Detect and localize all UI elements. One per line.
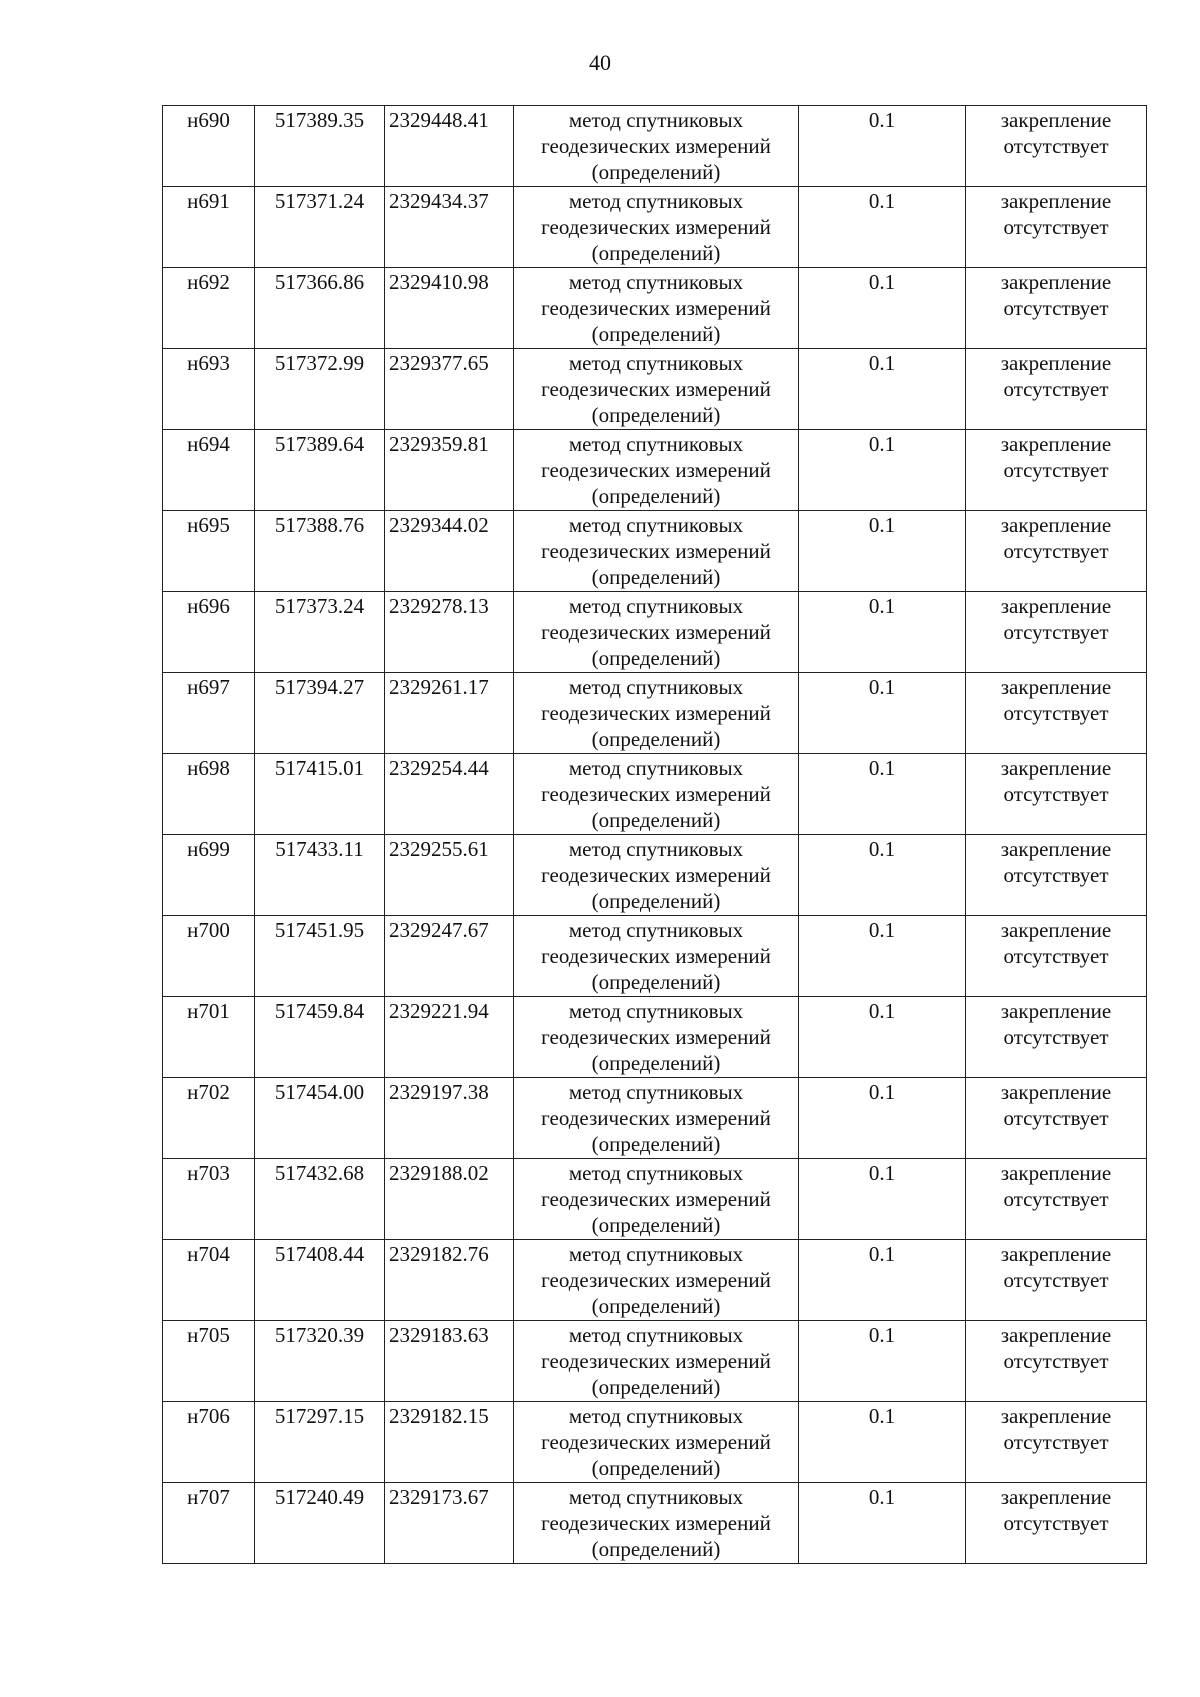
point-cell: н707	[163, 1483, 255, 1564]
method-line: метод спутниковых	[568, 1242, 744, 1266]
x-coordinate-cell: 517297.15	[255, 1402, 385, 1483]
method-line: (определений)	[591, 565, 721, 589]
fixing-cell	[966, 1402, 1147, 1483]
fixing-line: отсутствует	[1003, 1106, 1109, 1130]
table-row	[163, 268, 1147, 349]
method-line: метод спутниковых	[568, 1080, 744, 1104]
fixing-line: закрепление	[1000, 1404, 1112, 1428]
x-coordinate-cell: 517320.39	[255, 1321, 385, 1402]
fixing-line: закрепление	[1000, 918, 1112, 942]
x-coordinate-cell: 517454.00	[255, 1078, 385, 1159]
fixing-line: закрепление	[1000, 432, 1112, 456]
fixing-cell	[966, 1078, 1147, 1159]
fixing-cell	[966, 592, 1147, 673]
fixing-cell	[966, 1483, 1147, 1564]
y-coordinate-cell: 2329434.37	[385, 187, 514, 268]
x-coordinate-cell: 517373.24	[255, 592, 385, 673]
accuracy-cell: 0.1	[799, 916, 966, 997]
x-coordinate-cell: 517389.64	[255, 430, 385, 511]
fixing-line: закрепление	[1000, 270, 1112, 294]
point-cell: н706	[163, 1402, 255, 1483]
method-cell	[514, 1240, 799, 1321]
coordinates-table	[162, 105, 1147, 1564]
fixing-line: закрепление	[1000, 999, 1112, 1023]
y-coordinate-cell: 2329377.65	[385, 349, 514, 430]
table-row	[163, 1240, 1147, 1321]
method-cell	[514, 1402, 799, 1483]
method-line: геодезических измерений	[541, 215, 771, 239]
method-line: (определений)	[591, 322, 721, 346]
fixing-cell	[966, 106, 1147, 187]
method-line: метод спутниковых	[568, 594, 744, 618]
point-cell: н702	[163, 1078, 255, 1159]
coordinates-table-body	[163, 106, 1147, 1564]
fixing-line: закрепление	[1000, 756, 1112, 780]
method-cell	[514, 754, 799, 835]
accuracy-cell: 0.1	[799, 1321, 966, 1402]
fixing-line: отсутствует	[1003, 1511, 1109, 1535]
x-coordinate-cell: 517432.68	[255, 1159, 385, 1240]
method-line: (определений)	[591, 808, 721, 832]
method-line: (определений)	[591, 727, 721, 751]
accuracy-cell: 0.1	[799, 106, 966, 187]
x-coordinate-cell: 517433.11	[255, 835, 385, 916]
fixing-line: отсутствует	[1003, 296, 1109, 320]
fixing-line: отсутствует	[1003, 1025, 1109, 1049]
x-coordinate-cell: 517366.86	[255, 268, 385, 349]
table-row	[163, 916, 1147, 997]
method-line: (определений)	[591, 1537, 721, 1561]
method-line: метод спутниковых	[568, 837, 744, 861]
method-cell	[514, 268, 799, 349]
fixing-cell	[966, 1240, 1147, 1321]
method-line: геодезических измерений	[541, 377, 771, 401]
y-coordinate-cell: 2329247.67	[385, 916, 514, 997]
point-cell: н691	[163, 187, 255, 268]
y-coordinate-cell: 2329182.76	[385, 1240, 514, 1321]
method-cell	[514, 835, 799, 916]
table-row	[163, 1078, 1147, 1159]
accuracy-cell: 0.1	[799, 187, 966, 268]
method-line: (определений)	[591, 1375, 721, 1399]
accuracy-cell: 0.1	[799, 1078, 966, 1159]
fixing-line: закрепление	[1000, 1485, 1112, 1509]
y-coordinate-cell: 2329359.81	[385, 430, 514, 511]
fixing-cell	[966, 430, 1147, 511]
method-line: (определений)	[591, 1051, 721, 1075]
y-coordinate-cell: 2329197.38	[385, 1078, 514, 1159]
method-line: метод спутниковых	[568, 1323, 744, 1347]
fixing-cell	[966, 511, 1147, 592]
accuracy-cell: 0.1	[799, 511, 966, 592]
table-row	[163, 511, 1147, 592]
x-coordinate-cell: 517372.99	[255, 349, 385, 430]
method-line: (определений)	[591, 970, 721, 994]
method-cell	[514, 1078, 799, 1159]
method-line: метод спутниковых	[568, 108, 744, 132]
table-row	[163, 187, 1147, 268]
y-coordinate-cell: 2329254.44	[385, 754, 514, 835]
method-cell	[514, 430, 799, 511]
fixing-line: отсутствует	[1003, 215, 1109, 239]
table-row	[163, 754, 1147, 835]
method-line: (определений)	[591, 241, 721, 265]
fixing-cell	[966, 268, 1147, 349]
x-coordinate-cell: 517459.84	[255, 997, 385, 1078]
fixing-line: отсутствует	[1003, 458, 1109, 482]
x-coordinate-cell: 517451.95	[255, 916, 385, 997]
accuracy-cell: 0.1	[799, 754, 966, 835]
fixing-line: отсутствует	[1003, 1430, 1109, 1454]
method-line: геодезических измерений	[541, 701, 771, 725]
point-cell: н690	[163, 106, 255, 187]
method-line: метод спутниковых	[568, 999, 744, 1023]
fixing-line: закрепление	[1000, 108, 1112, 132]
fixing-cell	[966, 835, 1147, 916]
table-row	[163, 1402, 1147, 1483]
accuracy-cell: 0.1	[799, 1402, 966, 1483]
fixing-line: отсутствует	[1003, 1268, 1109, 1292]
fixing-line: закрепление	[1000, 1161, 1112, 1185]
fixing-line: отсутствует	[1003, 863, 1109, 887]
accuracy-cell: 0.1	[799, 997, 966, 1078]
point-cell: н696	[163, 592, 255, 673]
method-cell	[514, 592, 799, 673]
fixing-line: отсутствует	[1003, 377, 1109, 401]
method-line: геодезических измерений	[541, 1106, 771, 1130]
method-line: (определений)	[591, 1213, 721, 1237]
point-cell: н697	[163, 673, 255, 754]
y-coordinate-cell: 2329344.02	[385, 511, 514, 592]
method-line: (определений)	[591, 1132, 721, 1156]
method-line: метод спутниковых	[568, 513, 744, 537]
method-line: геодезических измерений	[541, 1025, 771, 1049]
y-coordinate-cell: 2329410.98	[385, 268, 514, 349]
method-cell	[514, 106, 799, 187]
point-cell: н694	[163, 430, 255, 511]
method-line: метод спутниковых	[568, 1404, 744, 1428]
method-line: геодезических измерений	[541, 782, 771, 806]
fixing-line: закрепление	[1000, 675, 1112, 699]
point-cell: н703	[163, 1159, 255, 1240]
fixing-line: закрепление	[1000, 594, 1112, 618]
x-coordinate-cell: 517240.49	[255, 1483, 385, 1564]
method-line: (определений)	[591, 484, 721, 508]
point-cell: н704	[163, 1240, 255, 1321]
method-line: геодезических измерений	[541, 944, 771, 968]
fixing-line: закрепление	[1000, 837, 1112, 861]
fixing-line: отсутствует	[1003, 1349, 1109, 1373]
method-line: метод спутниковых	[568, 918, 744, 942]
method-line: геодезических измерений	[541, 1430, 771, 1454]
point-cell: н701	[163, 997, 255, 1078]
fixing-cell	[966, 673, 1147, 754]
method-line: (определений)	[591, 403, 721, 427]
fixing-line: отсутствует	[1003, 539, 1109, 563]
table-row	[163, 430, 1147, 511]
table-row	[163, 997, 1147, 1078]
accuracy-cell: 0.1	[799, 673, 966, 754]
table-row	[163, 1483, 1147, 1564]
x-coordinate-cell: 517371.24	[255, 187, 385, 268]
method-line: метод спутниковых	[568, 270, 744, 294]
y-coordinate-cell: 2329255.61	[385, 835, 514, 916]
accuracy-cell: 0.1	[799, 268, 966, 349]
x-coordinate-cell: 517394.27	[255, 673, 385, 754]
fixing-line: закрепление	[1000, 1242, 1112, 1266]
method-line: геодезических измерений	[541, 458, 771, 482]
y-coordinate-cell: 2329221.94	[385, 997, 514, 1078]
accuracy-cell: 0.1	[799, 1483, 966, 1564]
point-cell: н705	[163, 1321, 255, 1402]
point-cell: н692	[163, 268, 255, 349]
fixing-cell	[966, 1159, 1147, 1240]
y-coordinate-cell: 2329183.63	[385, 1321, 514, 1402]
y-coordinate-cell: 2329448.41	[385, 106, 514, 187]
method-cell	[514, 916, 799, 997]
method-line: метод спутниковых	[568, 675, 744, 699]
method-line: геодезических измерений	[541, 1268, 771, 1292]
accuracy-cell: 0.1	[799, 592, 966, 673]
table-row	[163, 592, 1147, 673]
point-cell: н699	[163, 835, 255, 916]
method-line: метод спутниковых	[568, 1161, 744, 1185]
method-cell	[514, 997, 799, 1078]
fixing-cell	[966, 1321, 1147, 1402]
accuracy-cell: 0.1	[799, 430, 966, 511]
method-line: геодезических измерений	[541, 1349, 771, 1373]
method-cell	[514, 511, 799, 592]
fixing-cell	[966, 916, 1147, 997]
fixing-line: отсутствует	[1003, 782, 1109, 806]
y-coordinate-cell: 2329261.17	[385, 673, 514, 754]
table-row	[163, 1159, 1147, 1240]
table-row	[163, 106, 1147, 187]
method-cell	[514, 349, 799, 430]
method-line: метод спутниковых	[568, 756, 744, 780]
method-line: метод спутниковых	[568, 432, 744, 456]
method-line: (определений)	[591, 889, 721, 913]
y-coordinate-cell: 2329278.13	[385, 592, 514, 673]
method-cell	[514, 187, 799, 268]
method-cell	[514, 673, 799, 754]
accuracy-cell: 0.1	[799, 1240, 966, 1321]
table-row	[163, 835, 1147, 916]
accuracy-cell: 0.1	[799, 835, 966, 916]
fixing-cell	[966, 997, 1147, 1078]
method-line: (определений)	[591, 1456, 721, 1480]
x-coordinate-cell: 517415.01	[255, 754, 385, 835]
point-cell: н693	[163, 349, 255, 430]
method-line: геодезических измерений	[541, 863, 771, 887]
y-coordinate-cell: 2329188.02	[385, 1159, 514, 1240]
fixing-cell	[966, 187, 1147, 268]
page-number: 40	[589, 50, 611, 75]
x-coordinate-cell: 517408.44	[255, 1240, 385, 1321]
method-line: геодезических измерений	[541, 1511, 771, 1535]
accuracy-cell: 0.1	[799, 349, 966, 430]
x-coordinate-cell: 517388.76	[255, 511, 385, 592]
method-line: (определений)	[591, 160, 721, 184]
method-cell	[514, 1159, 799, 1240]
method-cell	[514, 1483, 799, 1564]
method-line: геодезических измерений	[541, 1187, 771, 1211]
fixing-line: закрепление	[1000, 1080, 1112, 1104]
y-coordinate-cell: 2329173.67	[385, 1483, 514, 1564]
method-line: метод спутниковых	[568, 189, 744, 213]
table-row	[163, 349, 1147, 430]
fixing-cell	[966, 754, 1147, 835]
fixing-line: закрепление	[1000, 513, 1112, 537]
method-line: геодезических измерений	[541, 296, 771, 320]
method-line: (определений)	[591, 646, 721, 670]
fixing-line: закрепление	[1000, 1323, 1112, 1347]
method-line: метод спутниковых	[568, 351, 744, 375]
accuracy-cell: 0.1	[799, 1159, 966, 1240]
fixing-line: закрепление	[1000, 189, 1112, 213]
point-cell: н698	[163, 754, 255, 835]
method-line: метод спутниковых	[568, 1485, 744, 1509]
table-row	[163, 1321, 1147, 1402]
fixing-line: отсутствует	[1003, 701, 1109, 725]
method-line: геодезических измерений	[541, 134, 771, 158]
fixing-line: отсутствует	[1003, 134, 1109, 158]
point-cell: н700	[163, 916, 255, 997]
method-line: (определений)	[591, 1294, 721, 1318]
point-cell: н695	[163, 511, 255, 592]
method-line: геодезических измерений	[541, 620, 771, 644]
fixing-line: отсутствует	[1003, 1187, 1109, 1211]
fixing-line: отсутствует	[1003, 944, 1109, 968]
fixing-cell	[966, 349, 1147, 430]
y-coordinate-cell: 2329182.15	[385, 1402, 514, 1483]
method-cell	[514, 1321, 799, 1402]
fixing-line: отсутствует	[1003, 620, 1109, 644]
table-row	[163, 673, 1147, 754]
method-line: геодезических измерений	[541, 539, 771, 563]
fixing-line: закрепление	[1000, 351, 1112, 375]
x-coordinate-cell: 517389.35	[255, 106, 385, 187]
